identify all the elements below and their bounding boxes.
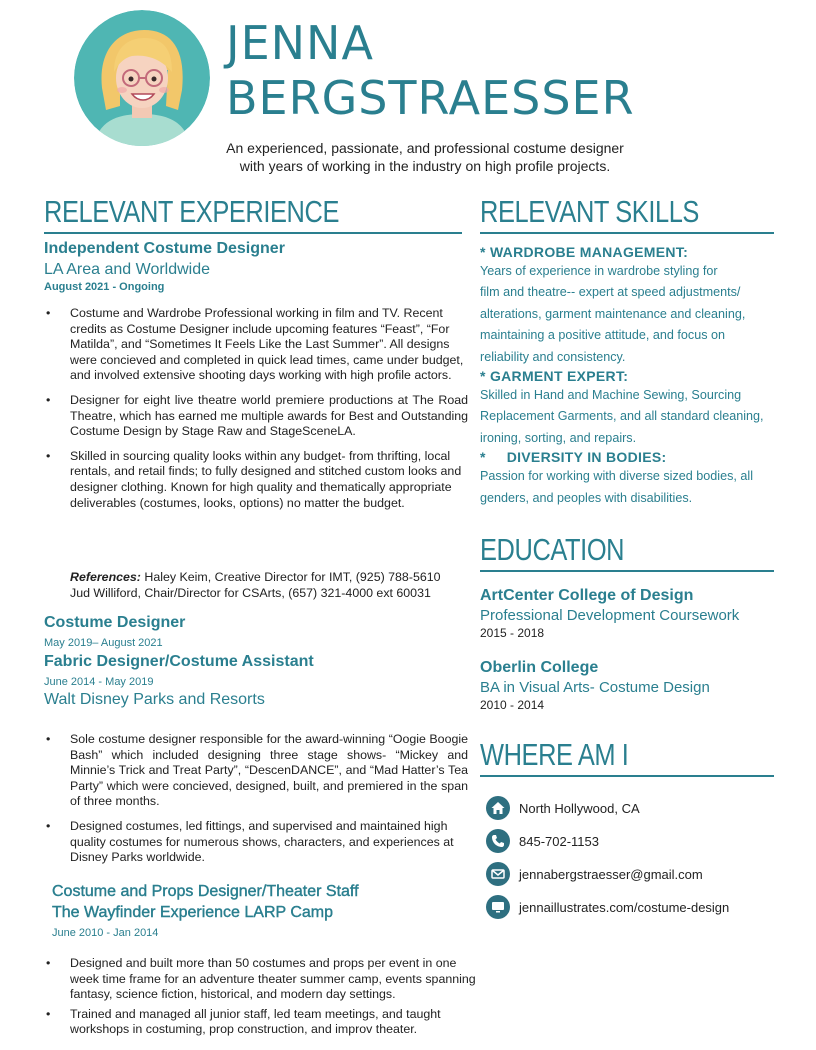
skill-1-line-5: reliability and consistency. — [480, 349, 626, 364]
skill-1-line-4: maintaining a positive attitude, and focus on — [480, 328, 726, 343]
job-2 — [44, 614, 468, 709]
job-1-bullets — [46, 306, 468, 511]
job-2-title-1: Costume Designer — [44, 614, 186, 631]
job-2-dates-1: May 2019– August 2021 — [44, 637, 163, 649]
job-3-dates: June 2010 - Jan 2014 — [52, 927, 159, 939]
education-entry-2 — [480, 659, 790, 712]
skill-1-line-2: film and theatre-- expert at speed adjustments/ — [480, 285, 741, 300]
monitor-icon — [486, 895, 510, 919]
education-entry-1 — [480, 587, 790, 640]
job-3-title: Costume and Props Designer/Theater Staff — [52, 883, 359, 900]
avatar — [74, 10, 210, 146]
job-3-bullet-2: • Trained and managed all junior staff, led team meetings, and taught workshops in costuming, prop construction, and improv theater. — [46, 1007, 480, 1038]
education-2-school: Oberlin College — [480, 659, 599, 676]
home-icon — [486, 796, 510, 820]
phone-text: 845-702-1153 — [519, 833, 599, 849]
job-2-dates-2: June 2014 - May 2019 — [44, 676, 154, 688]
last-name: BERGSTRAESSER — [226, 71, 635, 125]
contact-website[interactable] — [486, 895, 729, 919]
education-2-program: BA in Visual Arts- Costume Design — [480, 679, 710, 696]
job-1-bullet-3: • Skilled in sourcing quality looks within any budget- from thrifting, local rentals, and retail finds; to fully designed and stitched custom looks and designer clothing. Known for high quality and thematically appropriate deliverables (costumes, looks, options) no matter the budget. — [46, 449, 468, 511]
skills-heading: RELEVANT SKILLS — [480, 194, 699, 229]
tagline — [200, 139, 650, 175]
job-2-bullet-1: • Sole costume designer responsible for the award-winning “Oogie Boogie Bash” which included designing three stage shows- “Mickey and Minnie’s Trick and Treat Party”, “DescenDANCE”, and “Mad Hatter’s Tea Party” which were concieved, designed, built, and premiered in the span of three months. — [46, 732, 468, 810]
skills-divider — [480, 232, 774, 234]
education-1-years: 2015 - 2018 — [480, 626, 545, 640]
contact-phone — [486, 829, 599, 853]
tagline-line-1: An experienced, passionate, and professional costume designer — [226, 140, 624, 156]
skill-3-heading: * DIVERSITY IN BODIES: — [480, 449, 667, 466]
skill-2-line-2: Replacement Garments, and all standard cleaning, — [480, 409, 764, 424]
location-text: North Hollywood, CA — [519, 800, 640, 816]
education-heading: EDUCATION — [480, 532, 625, 567]
skills-list — [480, 244, 780, 509]
reference-2: Jud Williford, Chair/Director for CSArts, (657) 321-4000 ext 60031 — [70, 586, 431, 600]
job-1-title: Independent Costume Designer — [44, 240, 285, 257]
email-text[interactable]: jennabergstraesser@gmail.com — [519, 866, 703, 882]
references-label: References: — [70, 570, 141, 584]
skill-2-line-3: ironing, sorting, and repairs. — [480, 430, 637, 445]
skill-2-heading: * GARMENT EXPERT: — [480, 368, 629, 385]
job-1-bullet-1: • Costume and Wardrobe Professional working in film and TV. Recent credits as Costume Designer include upcoming features “Feast”, “For Matilda”, and “Sometimes It Feels Like the Last Summer”. All designs were concieved and completed in quick lead times, came under budget, and involved extensive shooting days working with high profile actors. — [46, 306, 468, 384]
education-1-school: ArtCenter College of Design — [480, 587, 694, 604]
experience-heading: RELEVANT EXPERIENCE — [44, 194, 339, 229]
skill-2-line-1: Skilled in Hand and Machine Sewing, Sourcing — [480, 388, 742, 403]
reference-1: Haley Keim, Creative Director for IMT, (925) 788-5610 — [144, 570, 441, 584]
skill-1-heading: * WARDROBE MANAGEMENT: — [480, 244, 689, 260]
education-1-program: Professional Development Coursework — [480, 607, 740, 624]
job-1-dates: August 2021 - Ongoing — [44, 281, 165, 293]
job-1-location: LA Area and Worldwide — [44, 261, 211, 278]
job-1 — [44, 240, 468, 293]
skill-1-text — [480, 261, 780, 368]
education-2-years: 2010 - 2014 — [480, 698, 545, 712]
education-divider — [480, 570, 774, 572]
experience-divider — [44, 232, 462, 234]
contact-divider — [480, 775, 774, 777]
contact-heading: WHERE AM I — [480, 737, 629, 772]
first-name: JENNA — [226, 16, 374, 70]
job-2-title-2: Fabric Designer/Costume Assistant — [44, 653, 314, 670]
skill-3-line-1: Passion for working with diverse sized bodies, all — [480, 469, 753, 484]
skill-3-text — [480, 466, 780, 509]
job-2-bullets — [46, 732, 468, 866]
job-2-company: Walt Disney Parks and Resorts — [44, 691, 265, 708]
skill-1-line-1: Years of experience in wardrobe styling for — [480, 264, 718, 278]
references — [70, 569, 470, 601]
phone-icon — [486, 829, 510, 853]
contact-email[interactable] — [486, 862, 703, 886]
skill-1-line-3: alterations, garment maintenance and cleaning, — [480, 306, 746, 321]
contact-location — [486, 796, 640, 820]
website-text[interactable]: jennaillustrates.com/costume-design — [519, 899, 730, 915]
job-2-bullet-2: • Designed costumes, led fittings, and supervised and maintained high quality costumes for numerous shows, characters, and experiences at Disney Parks worldwide. — [46, 819, 468, 866]
job-3-company: The Wayfinder Experience LARP Camp — [52, 904, 334, 921]
job-3-bullets — [46, 956, 480, 1038]
email-icon — [486, 862, 510, 886]
skill-2-text — [480, 385, 780, 449]
tagline-line-2: with years of working in the industry on high profile projects. — [239, 158, 611, 174]
skill-3-line-2: genders, and peoples with disabilities. — [480, 490, 693, 505]
job-1-bullet-2: • Designer for eight live theatre world premiere productions at The Road Theatre, which has earned me multiple awards for Best and Outstanding Costume Design by Stage Raw and StageSceneLA. — [46, 393, 468, 440]
job-3 — [52, 883, 476, 939]
job-3-bullet-1: • Designed and built more than 50 costumes and props per event in one week time frame for an adventure theater summer camp, events spanning fantasy, science fiction, historical, and modern day settings. — [46, 956, 480, 1003]
